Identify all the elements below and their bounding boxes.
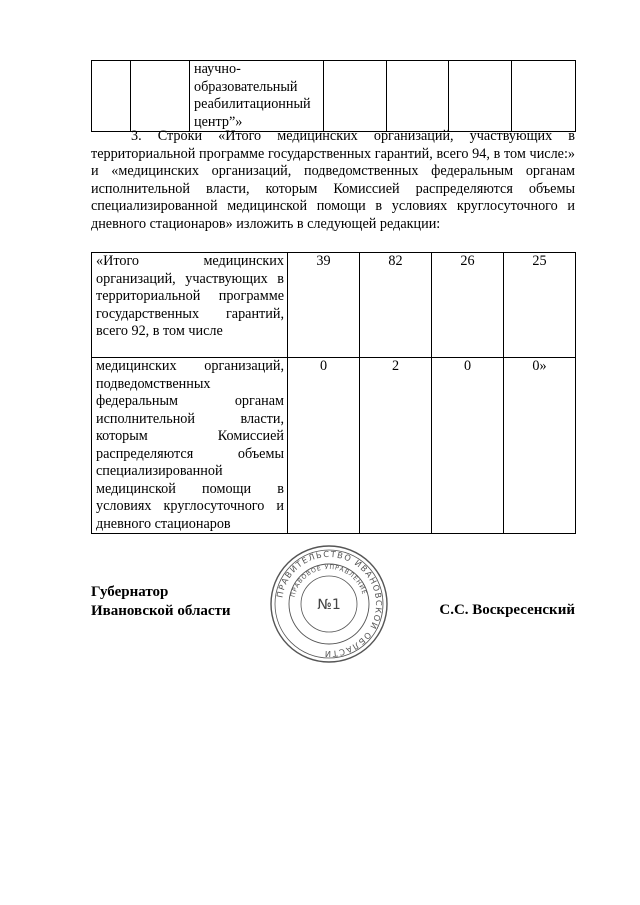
table-cell	[387, 61, 449, 132]
table-cell	[131, 61, 190, 132]
table-cell	[512, 61, 576, 132]
row-value: 0	[288, 358, 360, 534]
amendment-paragraph: 3. Строки «Итого медицинских организаций, участвующих в территориальной программе государственных гарантий, всего 94, в том числе:» и «медицинских организаций, подведомственных федеральным органам исполнительной власти, которым Комиссией распределяются объемы специализированной медицинской помощи в условиях круглосуточного и дневного стационаров» изложить в следующей редакции:	[91, 128, 575, 232]
signatory-title-line2: Ивановской области	[91, 603, 231, 619]
table-row	[92, 61, 576, 132]
row-value: 0	[432, 358, 504, 534]
official-seal-stamp	[268, 543, 390, 665]
row-value: 25	[504, 253, 576, 358]
table-cell	[324, 61, 387, 132]
row-value: 0»	[504, 358, 576, 534]
top-table-fragment	[91, 60, 576, 132]
seal-number: №1	[317, 597, 341, 613]
center-name-cell	[190, 61, 324, 132]
table-row	[92, 253, 576, 358]
seal-inner-text: ПРАВОВОЕ УПРАВЛЕНИЕ	[289, 563, 368, 598]
center-name-text: научно- образовательный реабилитационный центр”»	[194, 61, 311, 130]
signatory-name: С.С. Воскресенский	[439, 602, 575, 618]
row-label: медицинских организаций, подведомственных федеральным органам исполнительной власти, которым Комиссией распределяются объемы специализированной медицинской помощи в условиях круглосуточного и дневного стационаров	[92, 358, 288, 534]
seal-outer-text: ПРАВИТЕЛЬСТВО ИВАНОВСКОЙ ОБЛАСТИ	[274, 548, 385, 660]
row-value: 26	[432, 253, 504, 358]
row-label: «Итого медицинских организаций, участвующих в территориальной программе государственных гарантий, всего 92, в том числе	[92, 253, 288, 358]
row-value: 39	[288, 253, 360, 358]
table-row	[92, 358, 576, 534]
signatory-title-line1: Губернатор	[91, 584, 169, 600]
row-value: 82	[360, 253, 432, 358]
table-cell	[92, 61, 131, 132]
amendment-table	[91, 252, 576, 534]
signatory-title	[91, 583, 231, 621]
table-cell	[449, 61, 512, 132]
row-value: 2	[360, 358, 432, 534]
